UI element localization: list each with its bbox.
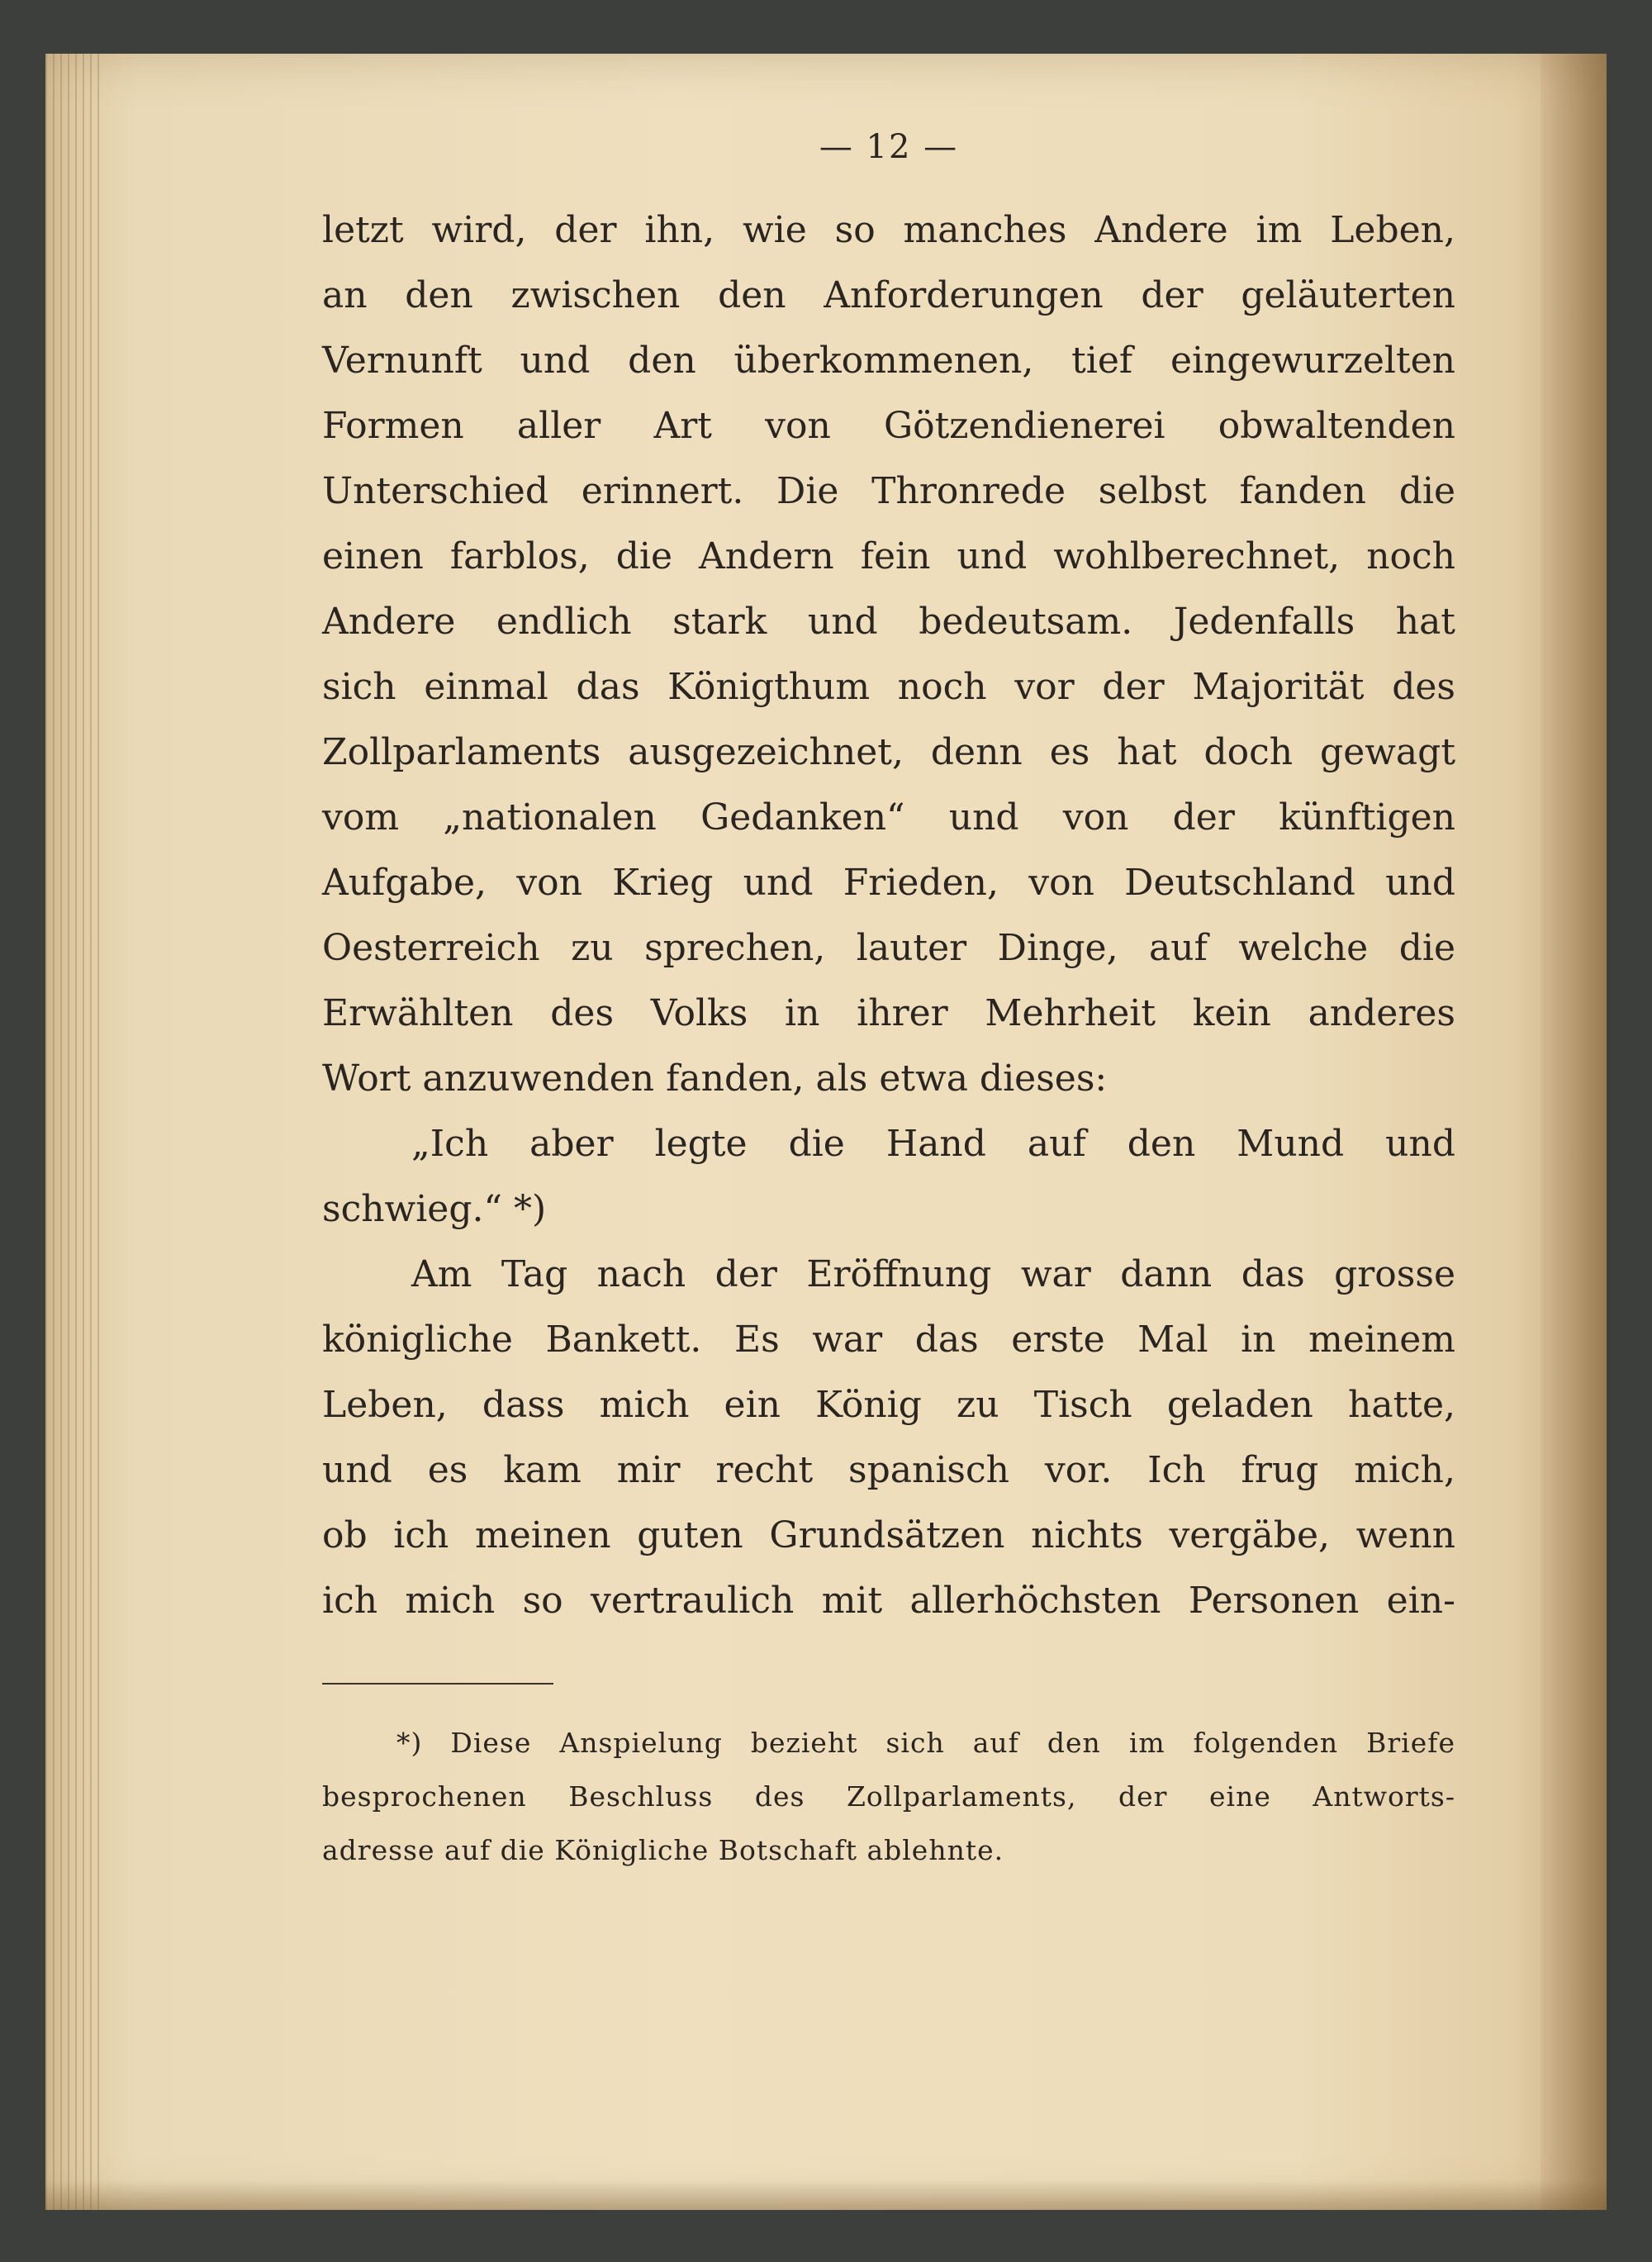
body-line: und es kam mir recht spanisch vor. Ich frug mich,: [322, 1449, 1455, 1491]
body-line: an den zwischen den Anforderungen der geläuterten: [322, 274, 1455, 316]
body-line: Aufgabe, von Krieg und Frieden, von Deutschland und: [322, 862, 1455, 904]
body-line: Zollparlaments ausgezeichnet, denn es hat doch gewagt: [322, 731, 1455, 773]
page-stack-edge-left: [45, 54, 103, 2210]
body-line: königliche Bankett. Es war das erste Mal in meinem: [322, 1319, 1455, 1361]
body-line: ob ich meinen guten Grundsätzen nichts vergäbe, wenn: [322, 1514, 1455, 1556]
page-edge-bottom: [45, 2180, 1607, 2210]
page-content: [322, 128, 1455, 1877]
paragraph-start: Am Tag nach der Eröffnung war dann das grosse: [411, 1253, 1455, 1295]
quote-line: „Ich aber legte die Hand auf den Mund und: [411, 1123, 1455, 1165]
footnote-line: adresse auf die Königliche Botschaft ablehnte.: [322, 1834, 1004, 1866]
body-line: Leben, dass mich ein König zu Tisch geladen hatte,: [322, 1384, 1455, 1426]
footnote: [322, 1716, 1455, 1877]
body-line: Vernunft und den überkommenen, tief eingewurzelten: [322, 340, 1455, 382]
body-line: einen farblos, die Andern fein und wohlberechnet, noch: [322, 535, 1455, 577]
body-line: Formen aller Art von Götzendienerei obwaltenden: [322, 405, 1455, 447]
body-text: [322, 197, 1455, 1633]
footnote-line: *) Diese Anspielung bezieht sich auf den im folgenden Briefe: [396, 1727, 1455, 1759]
page-number: — 12 —: [819, 128, 959, 166]
body-line: ich mich so vertraulich mit allerhöchsten Personen ein-: [322, 1580, 1455, 1622]
body-line: sich einmal das Königthum noch vor der Majorität des: [322, 666, 1455, 708]
body-line: Andere endlich stark und bedeutsam. Jedenfalls hat: [322, 601, 1455, 643]
body-line: vom „nationalen Gedanken“ und von der künftigen: [322, 796, 1455, 839]
page-gutter-shadow: [1540, 54, 1607, 2210]
body-line: Erwählten des Volks in ihrer Mehrheit kein anderes: [322, 992, 1455, 1034]
footnote-line: besprochenen Beschluss des Zollparlaments, der eine Antworts-: [322, 1780, 1455, 1813]
body-line: Unterschied erinnert. Die Thronrede selbst fanden die: [322, 470, 1455, 512]
body-line: Oesterreich zu sprechen, lauter Dinge, auf welche die: [322, 927, 1455, 969]
quote-line: schwieg.“ *): [322, 1188, 547, 1230]
footnote-divider: [322, 1683, 553, 1685]
body-line: letzt wird, der ihn, wie so manches Andere im Leben,: [322, 209, 1455, 251]
body-line: Wort anzuwenden fanden, als etwa dieses:: [322, 1057, 1108, 1100]
